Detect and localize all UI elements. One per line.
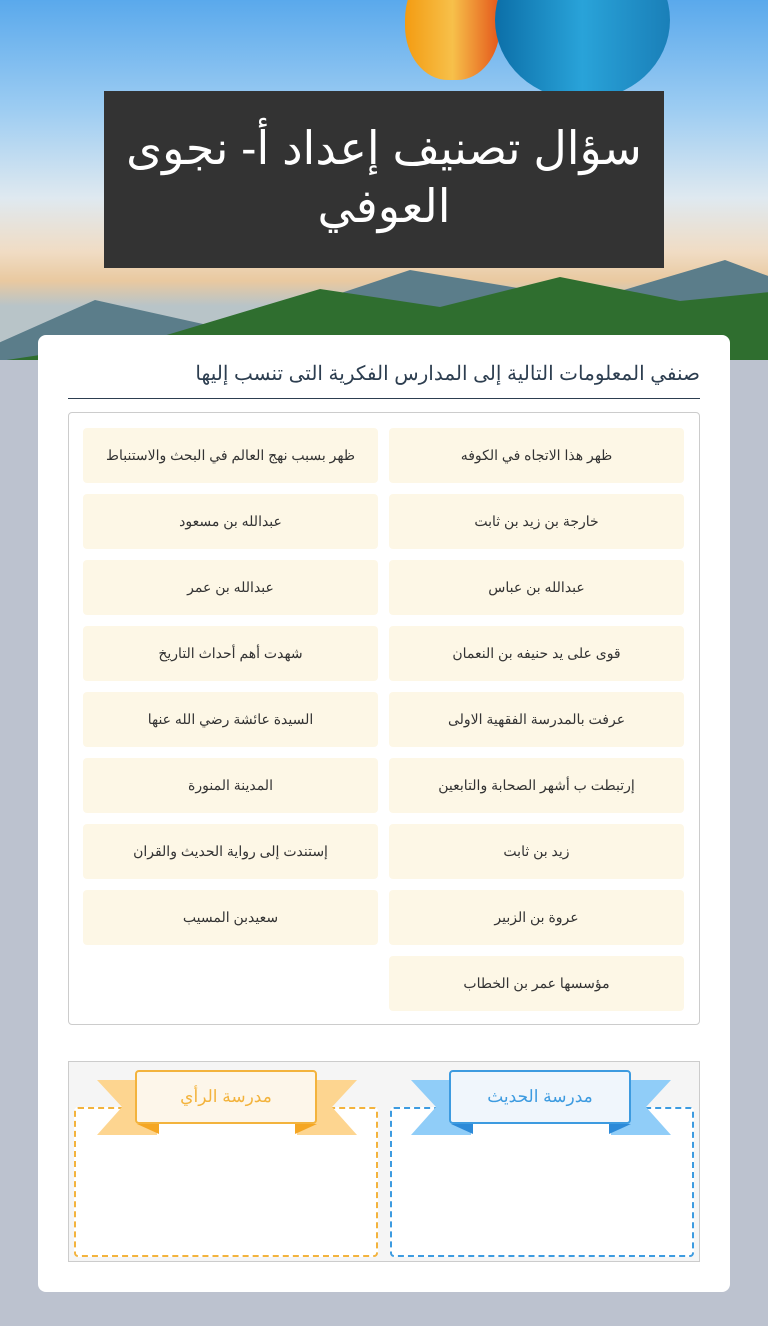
draggable-item[interactable]: إرتبطت ب أشهر الصحابة والتابعين [389, 758, 684, 813]
category-ribbon-hadith [411, 1080, 671, 1135]
draggable-item[interactable]: ظهر بسبب نهج العالم في البحث والاستنباط [83, 428, 378, 483]
page-title: سؤال تصنيف إعداد أ- نجوى العوفي [104, 91, 664, 268]
draggable-item[interactable]: المدينة المنورة [83, 758, 378, 813]
draggable-item[interactable]: زيد بن ثابت [389, 824, 684, 879]
question-text: صنفي المعلومات التالية إلى المدارس الفكرية التى تنسب إليها [68, 361, 700, 399]
balloon-image [405, 0, 500, 80]
items-pool [68, 412, 700, 1025]
draggable-item[interactable]: السيدة عائشة رضي الله عنها [83, 692, 378, 747]
draggable-item[interactable]: ظهر هذا الاتجاه في الكوفه [389, 428, 684, 483]
question-card [38, 335, 730, 1292]
balloon-image [495, 0, 670, 100]
draggable-item[interactable]: عرفت بالمدرسة الفقهية الاولى [389, 692, 684, 747]
draggable-item[interactable]: إستندت إلى رواية الحديث والقران [83, 824, 378, 879]
category-ribbon-ray [97, 1080, 357, 1135]
category-label: مدرسة الحديث [449, 1070, 631, 1124]
draggable-item[interactable]: سعيدبن المسيب [83, 890, 378, 945]
draggable-item[interactable]: عبدالله بن عمر [83, 560, 378, 615]
draggable-item[interactable]: خارجة بن زيد بن ثابت [389, 494, 684, 549]
category-label: مدرسة الرأي [135, 1070, 317, 1124]
draggable-item[interactable]: عروة بن الزبير [389, 890, 684, 945]
draggable-item[interactable]: عبدالله بن عباس [389, 560, 684, 615]
categories-area [68, 1061, 700, 1262]
draggable-item[interactable]: عبدالله بن مسعود [83, 494, 378, 549]
draggable-item[interactable]: قوى على يد حنيفه بن النعمان [389, 626, 684, 681]
draggable-item[interactable]: مؤسسها عمر بن الخطاب [389, 956, 684, 1011]
draggable-item[interactable]: شهدت أهم أحداث التاريخ [83, 626, 378, 681]
